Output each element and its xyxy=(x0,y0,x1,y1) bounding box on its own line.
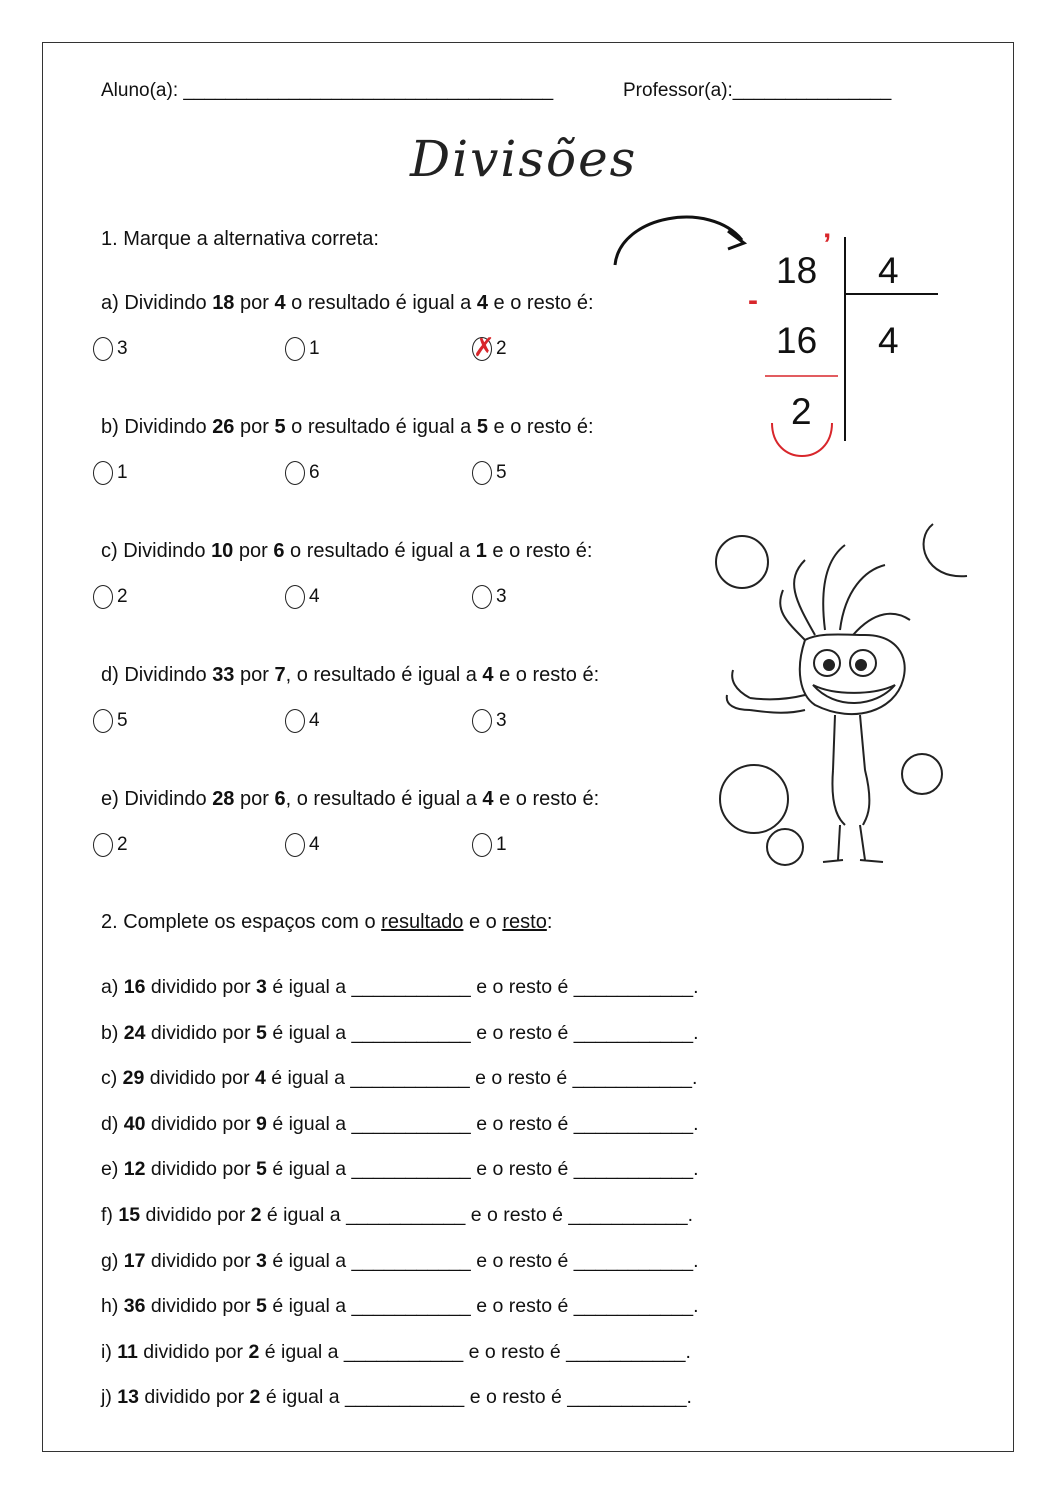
fill-in-item[interactable]: d) 40 dividido por 9 é igual a ___________ e o resto é ___________. xyxy=(101,1112,699,1135)
answer-option[interactable] xyxy=(93,337,128,361)
bubble-icon xyxy=(767,829,803,865)
answer-option[interactable] xyxy=(93,833,128,857)
option-label: 1 xyxy=(309,338,320,359)
underlined-word-rest: resto xyxy=(502,911,547,933)
answer-option[interactable] xyxy=(93,461,128,485)
fill-in-item[interactable]: j) 13 dividido por 2 é igual a ___________ e o resto é ___________. xyxy=(101,1386,692,1409)
radio-circle-icon[interactable] xyxy=(285,709,305,733)
option-label: 2 xyxy=(117,586,128,607)
radio-circle-icon[interactable] xyxy=(472,585,492,609)
example-divisor: 4 xyxy=(878,250,899,291)
fill-in-item[interactable]: c) 29 dividido por 4 é igual a ___________ e o resto é ___________. xyxy=(101,1067,698,1090)
radio-circle-icon[interactable] xyxy=(285,833,305,857)
option-label: 2 xyxy=(117,834,128,855)
page-title: Divisões xyxy=(410,130,638,188)
bubble-icon xyxy=(924,524,967,576)
section1-heading: 1. Marque a alternativa correta: xyxy=(101,228,379,250)
option-label: 4 xyxy=(309,586,320,607)
fill-in-item[interactable]: g) 17 dividido por 3 é igual a ___________ e o resto é ___________. xyxy=(101,1249,699,1272)
answer-option[interactable] xyxy=(285,337,320,361)
answer-option[interactable] xyxy=(472,332,507,362)
radio-circle-icon[interactable] xyxy=(93,461,113,485)
option-label: 1 xyxy=(117,462,128,483)
fill-in-item[interactable]: e) 12 dividido por 5 é igual a ___________ e o resto é ___________. xyxy=(101,1158,699,1181)
question-text: a) Dividindo 18 por 4 o resultado é igual a 4 e o resto é: xyxy=(101,292,594,314)
option-label: 2 xyxy=(496,338,507,359)
answer-option[interactable] xyxy=(285,461,320,485)
radio-circle-icon[interactable] xyxy=(285,337,305,361)
answer-option[interactable] xyxy=(285,585,320,609)
answer-option[interactable] xyxy=(93,709,128,733)
radio-circle-icon[interactable] xyxy=(472,833,492,857)
x-mark-icon: ✗ xyxy=(473,332,495,362)
answer-option[interactable] xyxy=(285,709,320,733)
character-illustration xyxy=(705,520,975,880)
student-name-field[interactable]: Aluno(a): ___________________________________ xyxy=(101,80,554,101)
answer-option[interactable] xyxy=(472,833,507,857)
option-label: 5 xyxy=(117,710,128,731)
arrow-icon xyxy=(615,217,742,265)
radio-circle-icon[interactable] xyxy=(285,585,305,609)
fill-in-item[interactable]: f) 15 dividido por 2 é igual a ___________ e o resto é ___________. xyxy=(101,1204,694,1226)
fill-in-item[interactable]: h) 36 dividido por 5 é igual a ___________ e o resto é ___________. xyxy=(101,1295,699,1318)
option-label: 4 xyxy=(309,710,320,731)
radio-circle-icon[interactable] xyxy=(472,461,492,485)
answer-option[interactable] xyxy=(472,585,507,609)
example-quotient: 4 xyxy=(878,320,899,361)
answer-option[interactable] xyxy=(93,585,128,609)
radio-circle-icon[interactable] xyxy=(93,833,113,857)
example-tick: ’ xyxy=(823,228,832,261)
option-label: 3 xyxy=(496,586,507,607)
option-label: 3 xyxy=(496,710,507,731)
radio-circle-icon[interactable] xyxy=(285,461,305,485)
radio-circle-icon[interactable] xyxy=(472,332,495,362)
option-label: 4 xyxy=(309,834,320,855)
option-label: 3 xyxy=(117,338,128,359)
section2-heading: 2. Complete os espaços com o resultado e o resto: xyxy=(101,911,553,933)
bubble-icon xyxy=(720,765,788,833)
radio-circle-icon[interactable] xyxy=(93,709,113,733)
answer-option[interactable] xyxy=(472,461,507,485)
example-subtract: 16 xyxy=(776,320,818,361)
example-dividend: 18 xyxy=(776,250,818,291)
fill-in-item[interactable]: i) 11 dividido por 2 é igual a ___________ e o resto é ___________. xyxy=(101,1340,691,1363)
underlined-word-result: resultado xyxy=(381,911,464,933)
bubble-icon xyxy=(716,536,768,588)
example-remainder: 2 xyxy=(791,391,812,432)
question-text: d) Dividindo 33 por 7, o resultado é igual a 4 e o resto é: xyxy=(101,664,600,686)
teacher-name-field[interactable]: Professor(a):_______________ xyxy=(623,80,892,101)
bubble-icon xyxy=(902,754,942,794)
option-label: 6 xyxy=(309,462,320,483)
radio-circle-icon[interactable] xyxy=(93,585,113,609)
radio-circle-icon[interactable] xyxy=(472,709,492,733)
option-label: 5 xyxy=(496,462,507,483)
option-label: 1 xyxy=(496,834,507,855)
question-text: c) Dividindo 10 por 6 o resultado é igual a 1 e o resto é: xyxy=(101,540,593,562)
answer-option[interactable] xyxy=(285,833,320,857)
radio-circle-icon[interactable] xyxy=(93,337,113,361)
fill-in-item[interactable]: b) 24 dividido por 5 é igual a ___________ e o resto é ___________. xyxy=(101,1021,699,1044)
question-text: b) Dividindo 26 por 5 o resultado é igual a 5 e o resto é: xyxy=(101,416,594,438)
fill-in-item[interactable]: a) 16 dividido por 3 é igual a ___________ e o resto é ___________. xyxy=(101,976,699,998)
answer-option[interactable] xyxy=(472,709,507,733)
question-text: e) Dividindo 28 por 6, o resultado é igual a 4 e o resto é: xyxy=(101,788,600,810)
example-minus: - xyxy=(748,284,758,317)
